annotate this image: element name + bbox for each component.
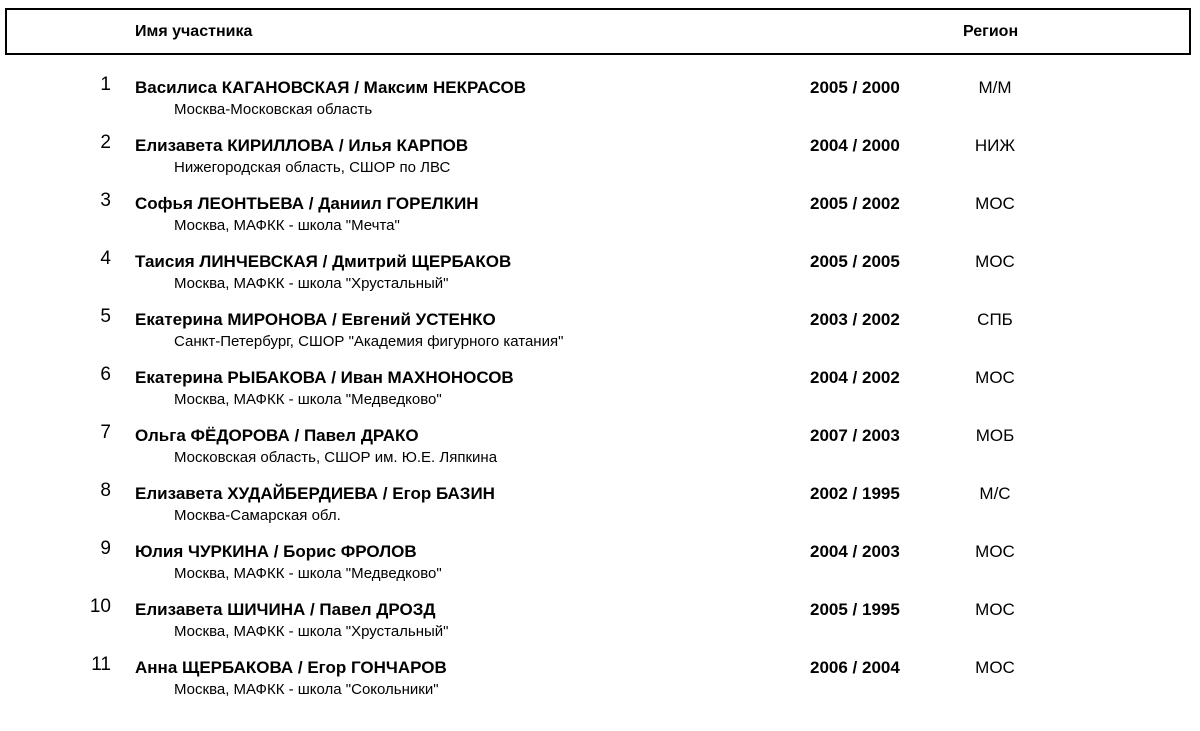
participant-list [0,72,1200,710]
table-row [0,246,1200,304]
club-name: Москва-Самарская обл. [174,507,341,524]
table-row [0,72,1200,130]
club-name: Москва, МАФКК - школа "Хрустальный" [174,623,449,640]
participant-number: 11 [91,654,111,675]
region-code: МОС [975,252,1015,271]
column-header-name: Имя участника [135,23,253,40]
table-row [0,652,1200,710]
club-name: Москва, МАФКК - школа "Медведково" [174,565,442,582]
birth-years: 2004 / 2002 [810,368,900,387]
region-code: М/М [978,78,1012,97]
club-name: Москва, МАФКК - школа "Сокольники" [174,681,439,698]
birth-years: 2004 / 2000 [810,136,900,155]
club-name: Москва, МАФКК - школа "Мечта" [174,217,400,234]
pair-names: Елизавета ХУДАЙБЕРДИЕВА / Егор БАЗИН [135,484,495,503]
region-code: МОС [975,600,1015,619]
birth-years: 2003 / 2002 [810,310,900,329]
participant-number: 6 [100,364,111,385]
region-code: МОС [975,368,1015,387]
pair-names: Юлия ЧУРКИНА / Борис ФРОЛОВ [135,542,417,561]
pair-names: Таисия ЛИНЧЕВСКАЯ / Дмитрий ЩЕРБАКОВ [135,252,512,271]
region-code: СПБ [977,310,1013,329]
column-header-region: Регион [963,23,1019,40]
birth-years: 2006 / 2004 [810,658,900,677]
club-name: Московская область, СШОР им. Ю.Е. Ляпкина [174,449,498,466]
pair-names: Елизавета КИРИЛЛОВА / Илья КАРПОВ [135,136,469,155]
participant-number: 9 [100,538,111,559]
table-row [0,304,1200,362]
table-row [0,362,1200,420]
pair-names: Анна ЩЕРБАКОВА / Егор ГОНЧАРОВ [135,658,447,677]
region-code: МОС [975,658,1015,677]
participant-number: 4 [100,248,111,269]
birth-years: 2007 / 2003 [810,426,900,445]
region-code: МОС [975,194,1015,213]
pair-names: Елизавета ШИЧИНА / Павел ДРОЗД [135,600,436,619]
club-name: Москва, МАФКК - школа "Хрустальный" [174,275,449,292]
participant-number: 1 [100,74,111,95]
table-row [0,478,1200,536]
birth-years: 2005 / 2000 [810,78,900,97]
pair-names: Екатерина РЫБАКОВА / Иван МАХНОНОСОВ [135,368,514,387]
table-header [5,8,1191,55]
participant-number: 5 [100,306,111,327]
pair-names: Василиса КАГАНОВСКАЯ / Максим НЕКРАСОВ [135,78,527,97]
birth-years: 2002 / 1995 [810,484,900,503]
participant-number: 10 [89,596,111,617]
participant-number: 2 [100,132,111,153]
birth-years: 2005 / 1995 [810,600,900,619]
pair-names: Софья ЛЕОНТЬЕВА / Даниил ГОРЕЛКИН [135,194,479,213]
table-row [0,594,1200,652]
table-row [0,420,1200,478]
birth-years: 2005 / 2002 [810,194,900,213]
club-name: Москва, МАФКК - школа "Медведково" [174,391,442,408]
participant-number: 7 [100,422,111,443]
region-code: МОБ [975,426,1015,445]
pair-names: Екатерина МИРОНОВА / Евгений УСТЕНКО [135,310,496,329]
birth-years: 2005 / 2005 [810,252,900,271]
region-code: МОС [975,542,1015,561]
participant-number: 3 [100,190,111,211]
participant-number: 8 [100,480,111,501]
region-code: НИЖ [974,136,1016,155]
table-row [0,536,1200,594]
table-row [0,130,1200,188]
club-name: Санкт-Петербург, СШОР "Академия фигурного катания" [174,333,564,350]
table-row [0,188,1200,246]
birth-years: 2004 / 2003 [810,542,900,561]
pair-names: Ольга ФЁДОРОВА / Павел ДРАКО [135,426,419,445]
club-name: Нижегородская область, СШОР по ЛВС [174,159,451,176]
region-code: М/С [979,484,1011,503]
club-name: Москва-Московская область [174,101,373,118]
